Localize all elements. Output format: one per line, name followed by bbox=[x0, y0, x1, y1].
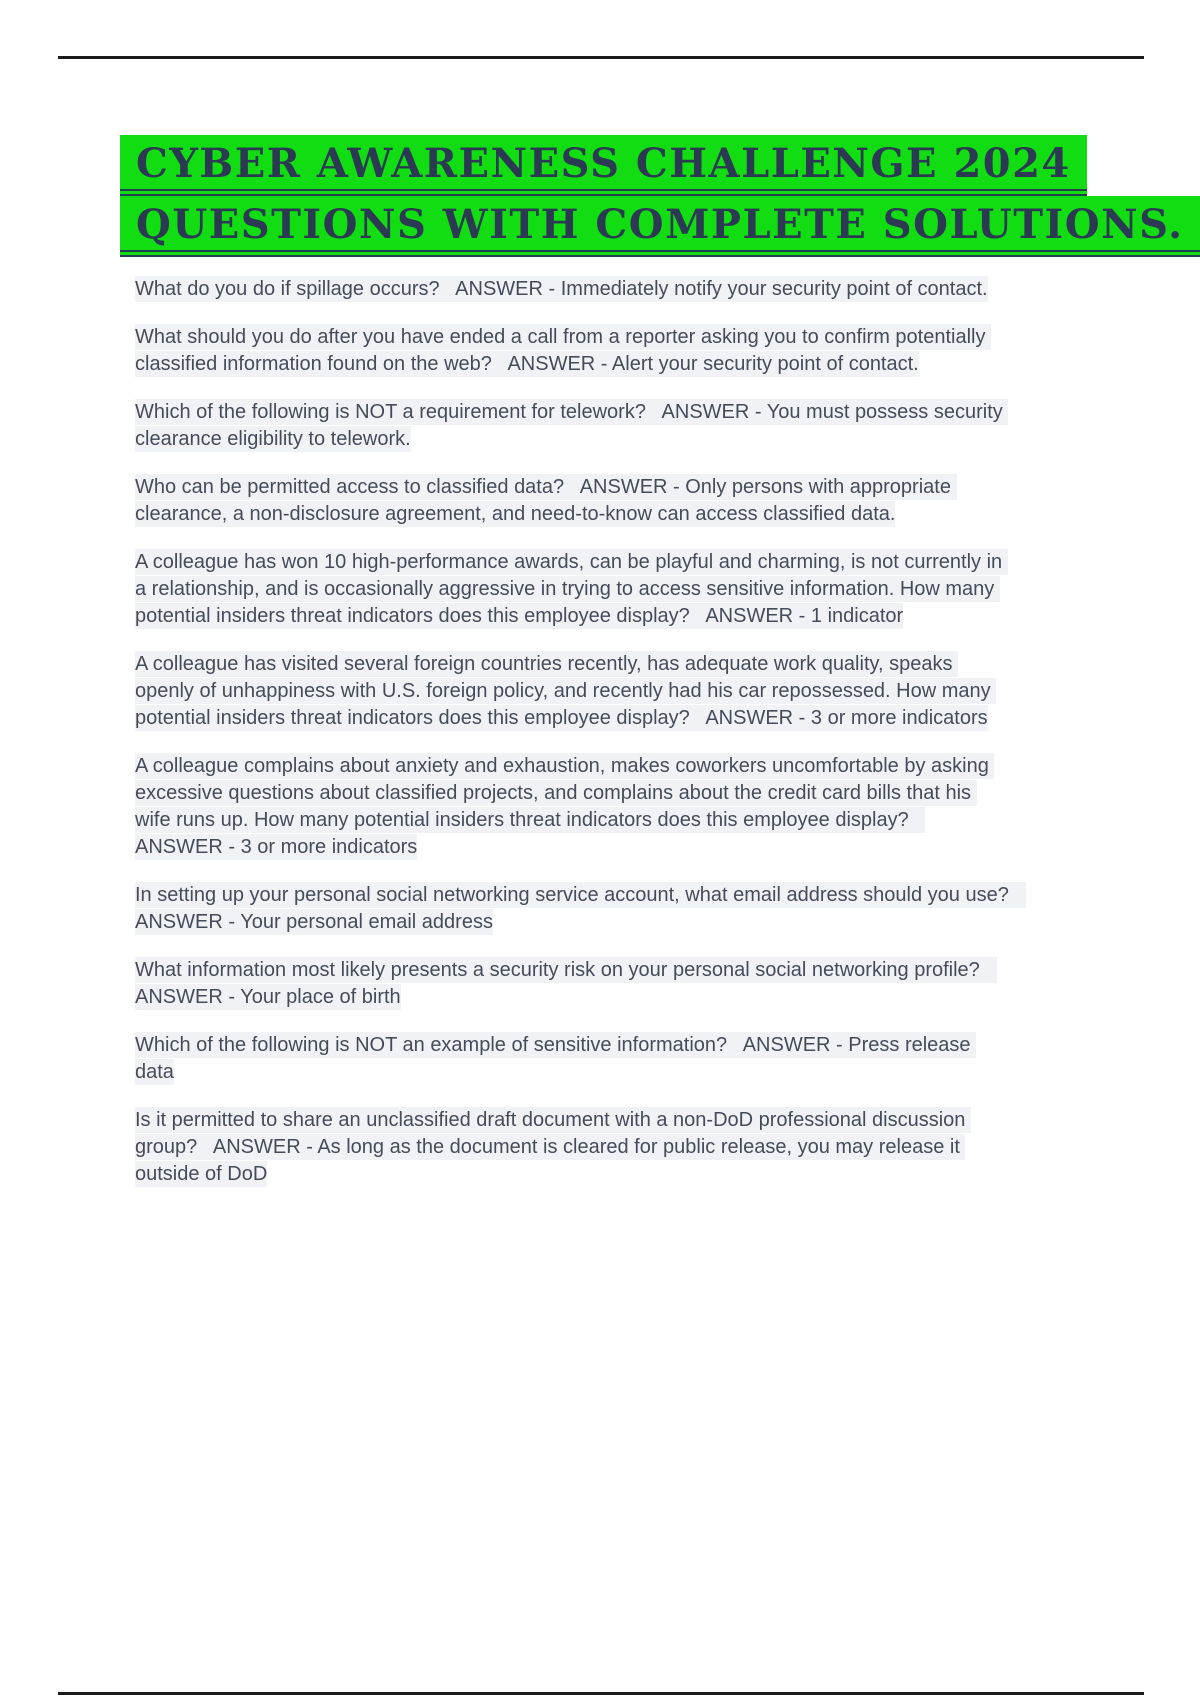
question-text: In setting up your personal social networking service account, what email address should you use? bbox=[135, 884, 1009, 906]
answer-text: Press release data bbox=[135, 1034, 977, 1083]
question-text: Who can be permitted access to classified data? bbox=[135, 476, 565, 498]
question-text: Is it permitted to share an unclassified draft document with a non-DoD professional discussion group? bbox=[135, 1109, 971, 1158]
bottom-horizontal-rule bbox=[58, 1692, 1144, 1695]
question-text: Which of the following is NOT an example of sensitive information? bbox=[135, 1034, 728, 1056]
answer-text: Immediately notify your security point of contact. bbox=[560, 278, 988, 300]
question-text: A colleague has won 10 high-performance awards, can be playful and charming, is not currently in a relationship, and is occasionally aggressive in trying to access sensitive information. How many potential insiders threat indicators does this employee display? bbox=[135, 551, 1008, 627]
answer-label: ANSWER - bbox=[439, 278, 561, 300]
qa-paragraph bbox=[135, 882, 1026, 936]
qa-paragraph bbox=[135, 1032, 1011, 1086]
answer-text: Your place of birth bbox=[240, 986, 401, 1008]
answer-label: ANSWER - bbox=[135, 809, 926, 858]
title-row bbox=[120, 196, 1184, 257]
answer-text: Your personal email address bbox=[240, 911, 493, 933]
qa-paragraph bbox=[135, 324, 1011, 378]
answer-text: 3 or more indicators bbox=[810, 707, 988, 729]
question-text: What do you do if spillage occurs? bbox=[135, 278, 440, 300]
answer-text: 3 or more indicators bbox=[240, 836, 418, 858]
qa-paragraph bbox=[135, 957, 1011, 1011]
qa-paragraph bbox=[135, 474, 1011, 528]
question-text: A colleague has visited several foreign countries recently, has adequate work quality, speaks openly of unhappiness with U.S. foreign policy, and recently had his car repossessed. How many potential insiders threat indicators does this employee display? bbox=[135, 653, 997, 729]
answer-label: ANSWER - bbox=[135, 959, 997, 1008]
answer-label: ANSWER - bbox=[727, 1034, 849, 1056]
qa-paragraph bbox=[135, 549, 1011, 630]
top-horizontal-rule bbox=[58, 56, 1144, 59]
answer-text: Only persons with appropriate clearance, a non-disclosure agreement, and need-to-know can access classified data. bbox=[135, 476, 957, 525]
title-row bbox=[120, 135, 1071, 196]
answer-text: You must possess security clearance eligibility to telework. bbox=[135, 401, 1009, 450]
answer-label: ANSWER - bbox=[645, 401, 767, 423]
qa-content bbox=[135, 276, 1026, 1188]
answer-label: ANSWER - bbox=[135, 884, 1026, 933]
question-text: What should you do after you have ended a call from a reporter asking you to confirm potentially classified information found on the web? bbox=[135, 326, 992, 375]
qa-paragraph bbox=[135, 276, 1011, 303]
qa-paragraph bbox=[135, 1107, 1011, 1188]
document-title bbox=[120, 135, 1184, 257]
answer-text: As long as the document is cleared for public release, you may release it outside of DoD bbox=[135, 1136, 966, 1185]
answer-label: ANSWER - bbox=[197, 1136, 318, 1158]
answer-text: Alert your security point of contact. bbox=[611, 353, 919, 375]
qa-paragraph bbox=[135, 753, 1011, 861]
question-text: Which of the following is NOT a requirement for telework? bbox=[135, 401, 646, 423]
qa-paragraph bbox=[135, 399, 1011, 453]
answer-label: ANSWER - bbox=[689, 605, 811, 627]
qa-paragraph bbox=[135, 651, 1011, 732]
answer-label: ANSWER - bbox=[689, 707, 811, 729]
title-line-2: QUESTIONS WITH COMPLETE SOLUTIONS. bbox=[120, 196, 1200, 257]
question-text: What information most likely presents a security risk on your personal social networking profile? bbox=[135, 959, 980, 981]
answer-label: ANSWER - bbox=[564, 476, 686, 498]
title-line-1: CYBER AWARENESS CHALLENGE 2024 bbox=[120, 135, 1087, 196]
answer-text: 1 indicator bbox=[810, 605, 904, 627]
answer-label: ANSWER - bbox=[491, 353, 612, 375]
question-text: A colleague complains about anxiety and exhaustion, makes coworkers uncomfortable by asking excessive questions about classified projects, and complains about the credit card bills that his wife runs up. How many potential insiders threat indicators does this employee display? bbox=[135, 755, 995, 831]
